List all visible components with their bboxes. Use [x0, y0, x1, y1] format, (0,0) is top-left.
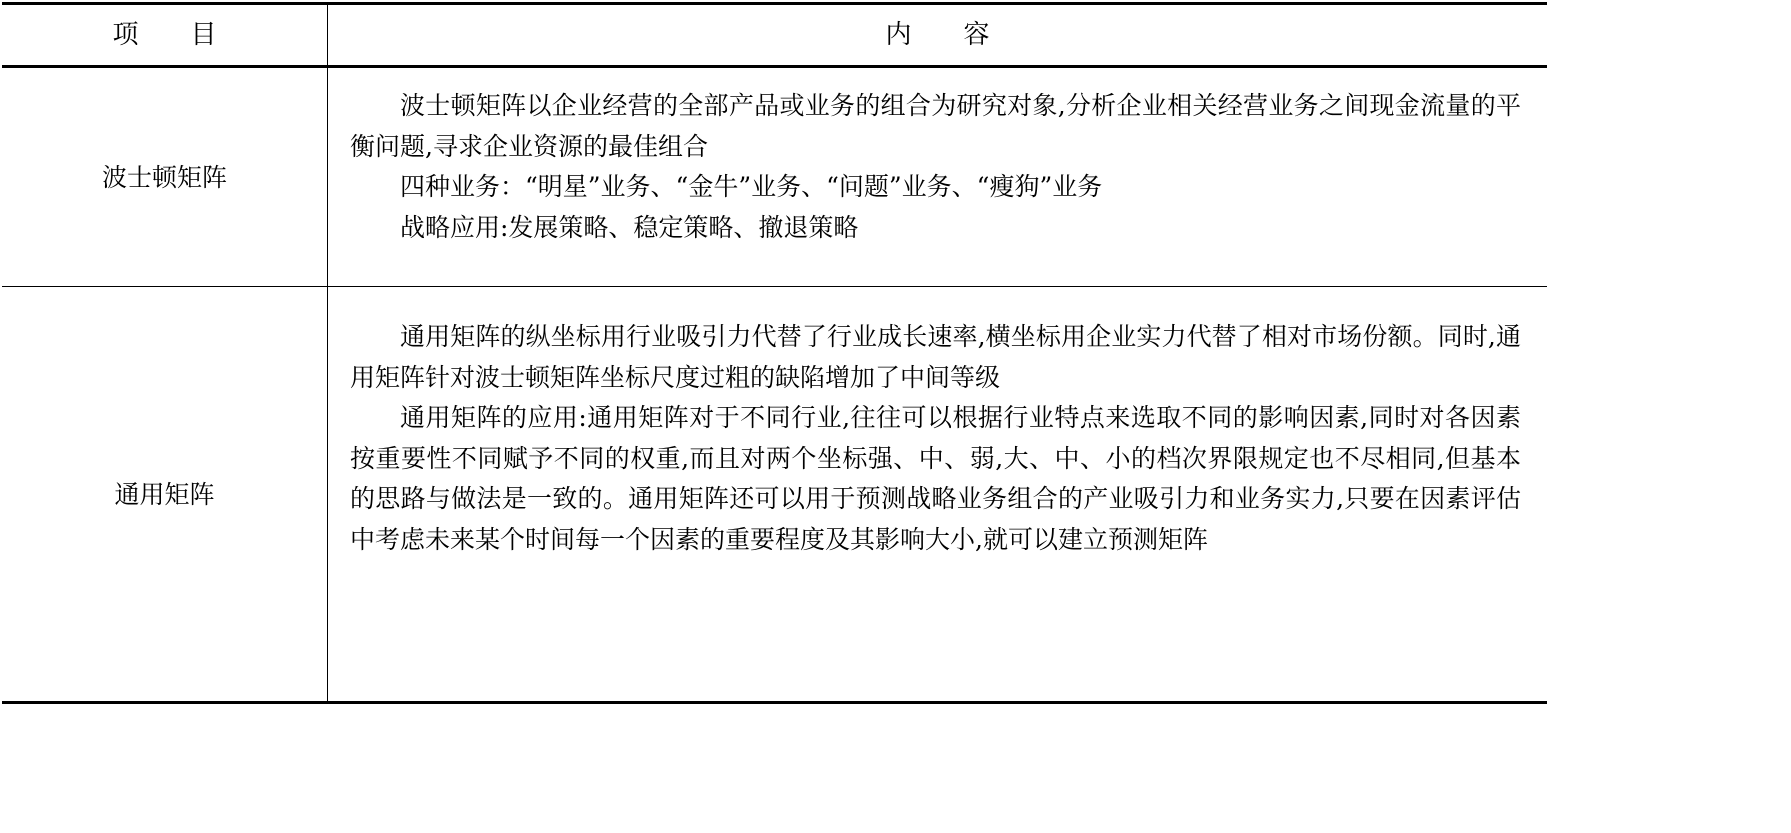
row-label-ge: [2, 287, 327, 701]
header-content-label: 内 容: [885, 20, 990, 50]
header-cell-content: [327, 5, 1547, 65]
paragraph: 战略应用:发展策略、稳定策略、撤退策略: [400, 212, 859, 242]
row-label-bcg: [2, 68, 327, 286]
row-content-ge: [327, 287, 1547, 701]
paragraph: 通用矩阵的纵坐标用行业吸引力代替了行业成长速率,横坐标用企业实力代替了相对市场份额。同时,通用矩阵针对波士顿矩阵坐标尺度过粗的缺陷增加了中间等级: [350, 322, 1521, 392]
paragraph: 波士顿矩阵以企业经营的全部产品或业务的组合为研究对象,分析企业相关经营业务之间现金流量的平衡问题,寻求企业资源的最佳组合: [350, 91, 1521, 161]
paragraph: 四种业务：“明星”业务、“金牛”业务、“问题”业务、“瘦狗”业务: [400, 172, 1103, 202]
table-row: [2, 68, 1547, 286]
row-content-bcg: [327, 68, 1547, 286]
header-item-label: 项 目: [112, 20, 217, 50]
document-page: [0, 2, 1791, 833]
header-cell-item: [2, 5, 327, 65]
table-header-row: [2, 5, 1547, 65]
table-bottom-border: [2, 701, 1547, 704]
row-label-text: 通用矩阵: [114, 479, 215, 509]
paragraph: 通用矩阵的应用:通用矩阵对于不同行业,往往可以根据行业特点来选取不同的影响因素,同时对各因素按重要性不同赋予不同的权重,而且对两个坐标强、中、弱,大、中、小的档次界限规定也不尽相同,但基本的思路与做法是一致的。通用矩阵还可以用于预测战略业务组合的产业吸引力和业务实力,只要在因素评估中考虑未来某个时间每一个因素的重要程度及其影响大小,就可以建立预测矩阵: [350, 403, 1521, 554]
table-row: [2, 287, 1547, 701]
row-label-text: 波士顿矩阵: [101, 162, 227, 192]
